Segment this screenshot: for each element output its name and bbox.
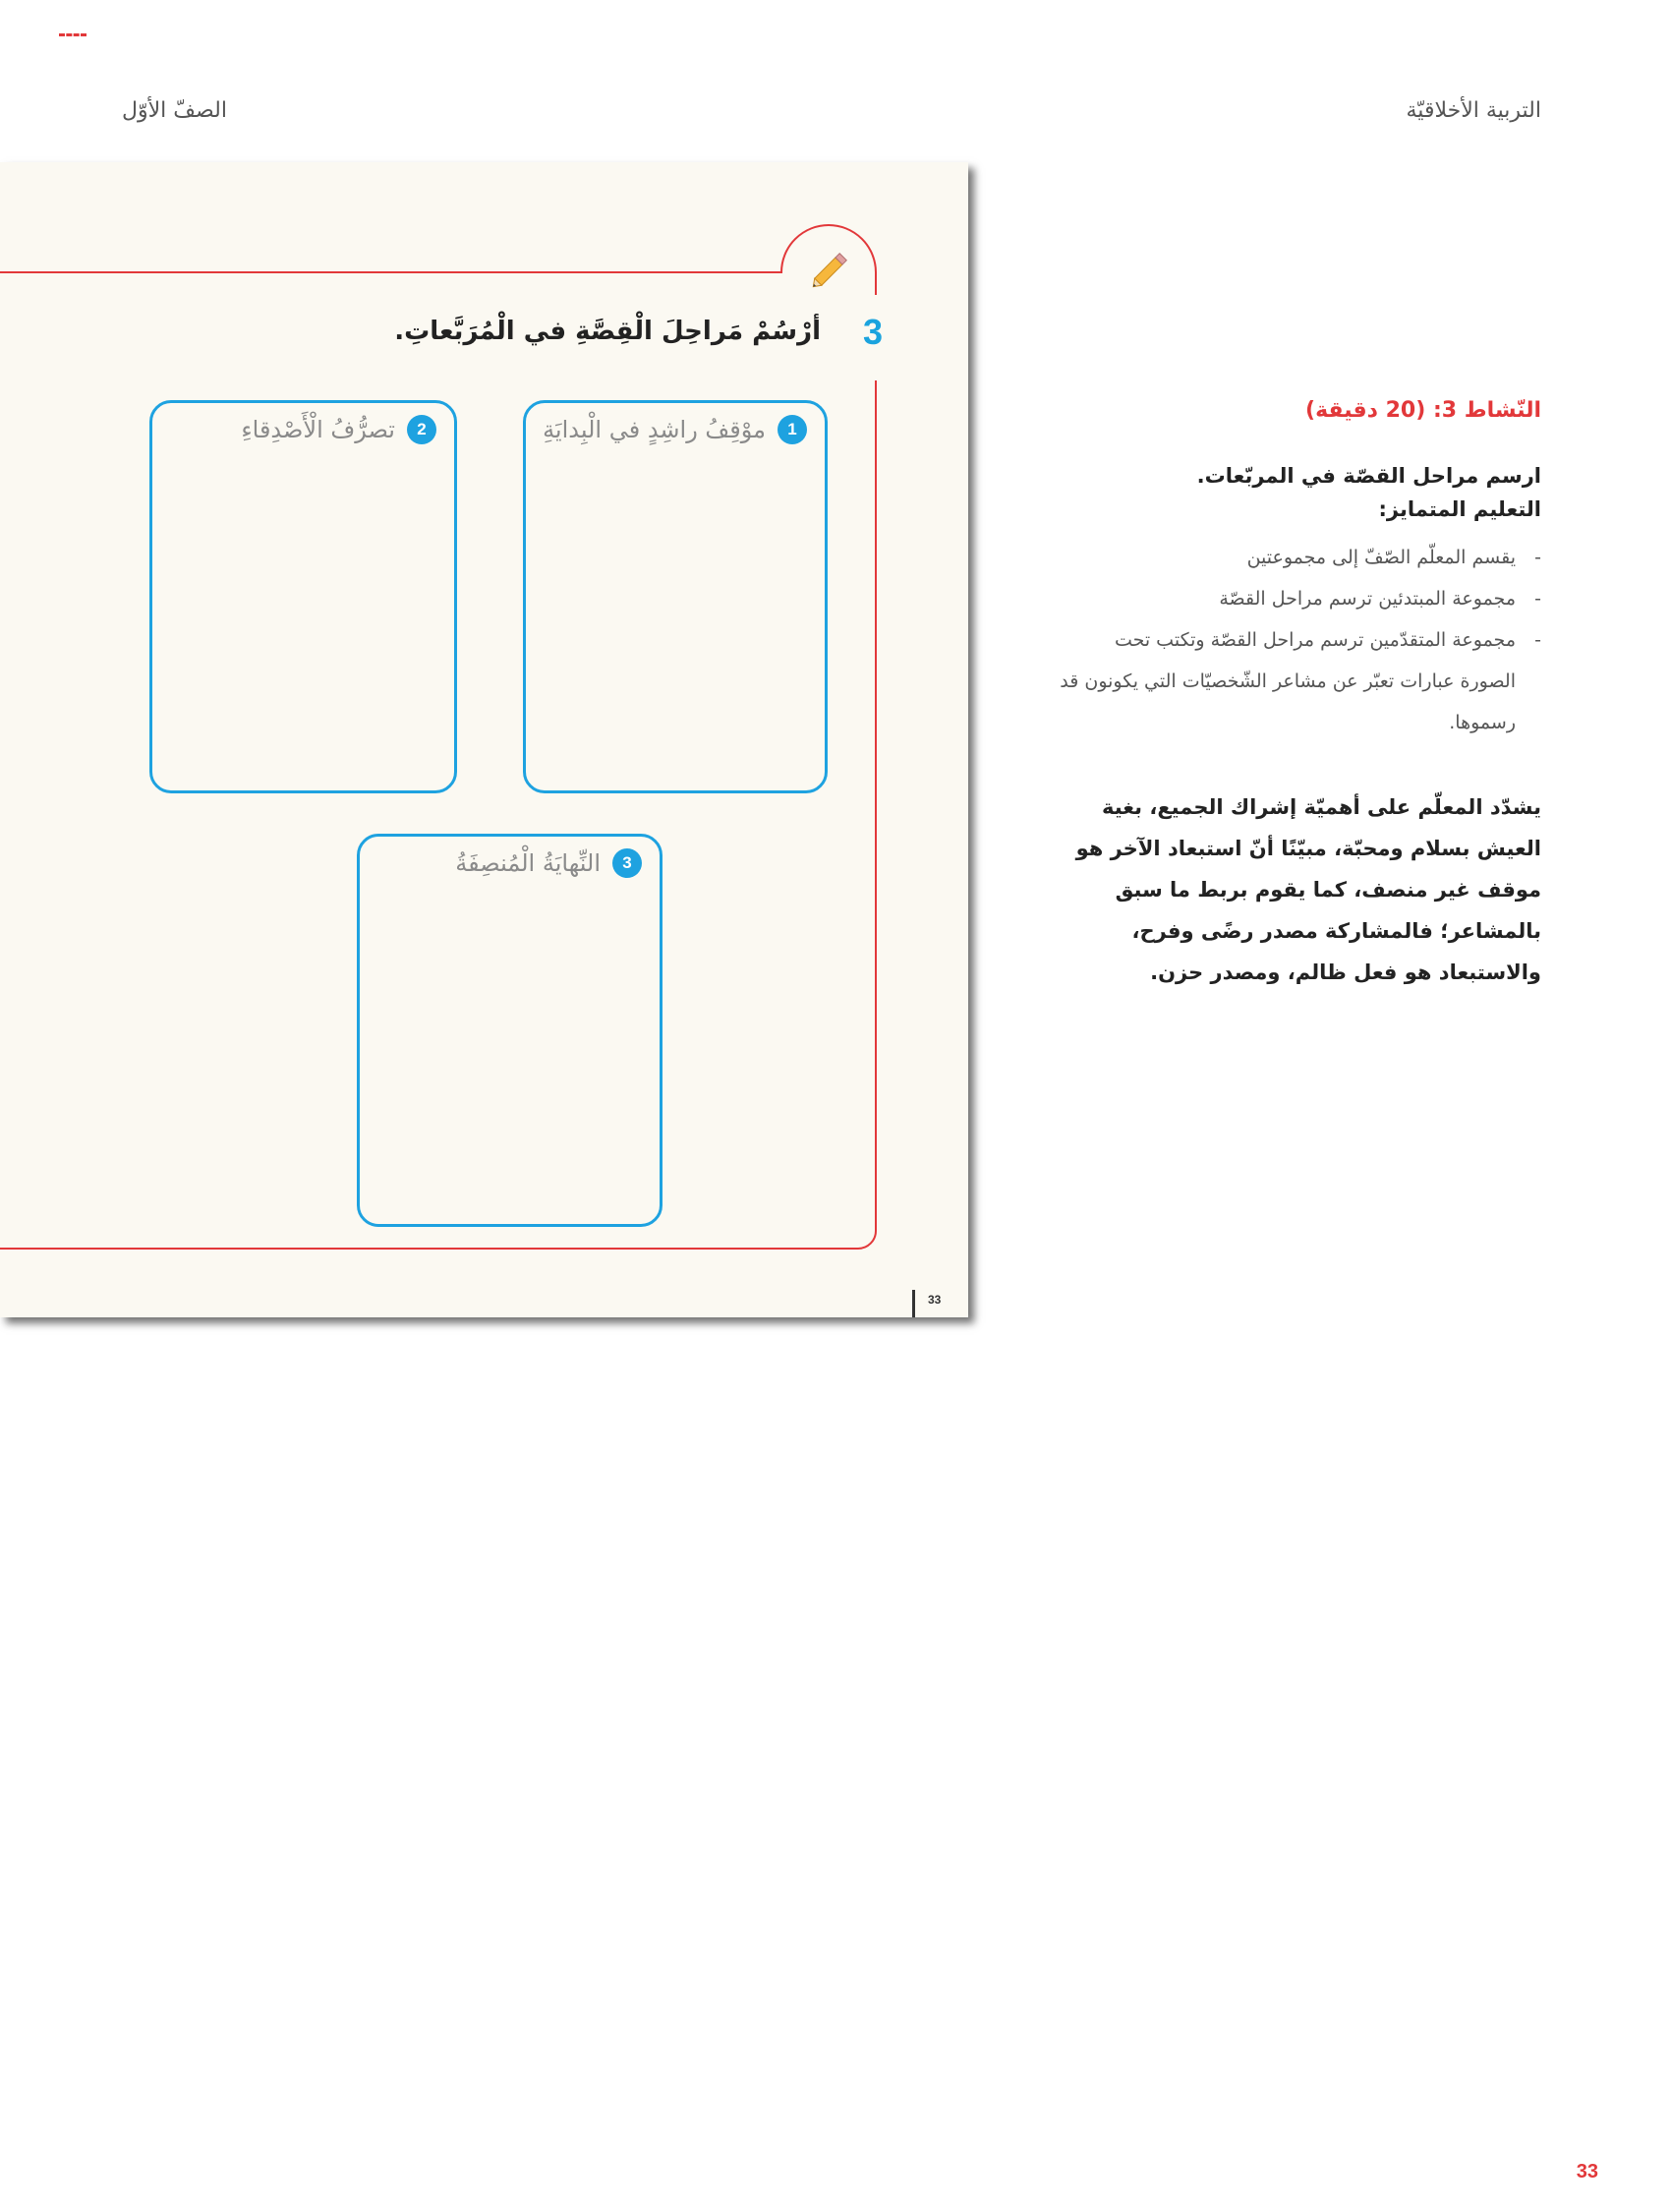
list-item: - مجموعة المتقدّمين ترسم مراحل القصّة وتكتب تحت الصورة عبارات تعبّر عن مشاعر الشّخصيّات التي يكونون قد رسموها.	[1060, 629, 1541, 733]
box-number-badge: 2	[407, 415, 436, 444]
student-book-page	[0, 162, 968, 1317]
header-grade: الصفّ الأوّل	[122, 98, 227, 123]
activity-heading: النّشاط 3: (20 دقيقة)	[1305, 398, 1541, 423]
box-label: النِّهايَةُ الْمُنصِفَةُ	[455, 849, 601, 877]
activity-title: أرْسُمْ مَراحِلَ الْقِصَّةِ في الْمُرَبَّعاتِ.	[394, 317, 821, 346]
story-box-2[interactable]	[149, 400, 457, 793]
box-number-badge: 3	[612, 848, 642, 878]
header-subject: التربية الأخلاقيّة	[1406, 98, 1541, 123]
activity-number: 3	[863, 312, 884, 352]
list-item: - مجموعة المبتدئين ترسم مراحل القصّة	[1219, 588, 1541, 610]
teacher-guidance-paragraph: يشدّد المعلّم على أهميّة إشراك الجميع، بغية العيش بسلام ومحبّة، مبيّنًا أنّ استبعاد الآخر هو موقف غير منصف، كما يقوم بربط ما سبق بالمشاعر؛ فالمشاركة مصدر رضًى وفرح، والاستبعاد هو فعل ظالم، ومصدر حزن.	[1075, 795, 1541, 984]
story-box-1[interactable]	[523, 400, 828, 793]
book-page-folio: 33	[928, 1293, 942, 1307]
pencil-icon	[806, 245, 855, 294]
differentiation-title: التعليم المتمايز:	[1378, 497, 1541, 521]
story-box-3[interactable]	[357, 834, 663, 1227]
top-corner-mark	[59, 33, 86, 39]
page-number: 33	[1576, 2161, 1598, 2183]
box-label: تصرُّفُ الْأَصْدِقاءِ	[241, 416, 395, 443]
differentiation-list	[1060, 537, 1541, 743]
activity-instruction: ارسم مراحل القصّة في المربّعات.	[1196, 464, 1541, 488]
box-number-badge: 1	[778, 415, 807, 444]
box-label: موْقِفُ راشِدٍ في الْبِدايَةِ	[543, 416, 766, 443]
folio-divider	[912, 1290, 915, 1317]
list-item: - يقسم المعلّم الصّفّ إلى مجموعتين	[1246, 547, 1541, 568]
teacher-notes	[1060, 398, 1541, 993]
